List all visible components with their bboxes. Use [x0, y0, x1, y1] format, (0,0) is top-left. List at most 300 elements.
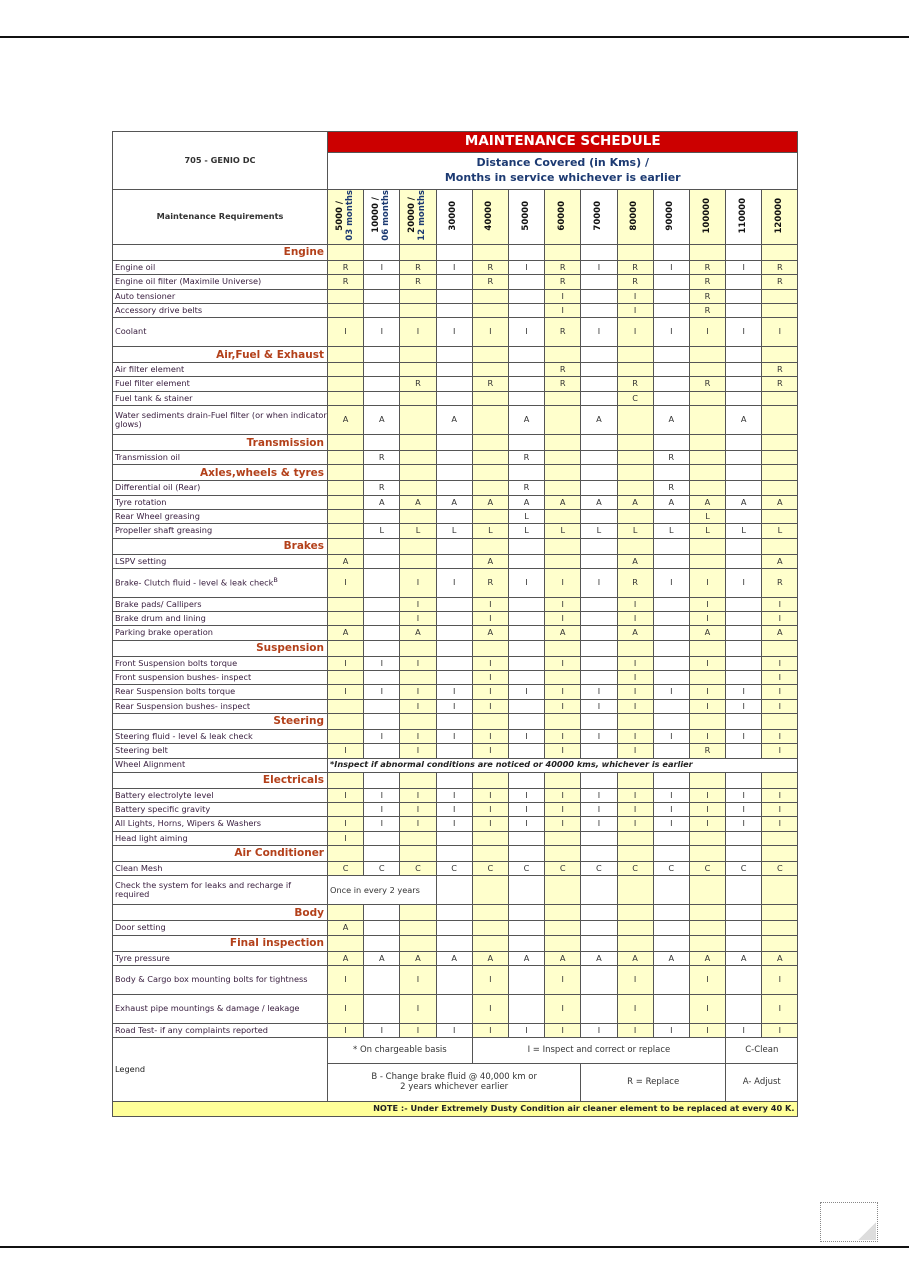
row-label: [113, 994, 328, 1023]
interval-km: 60000: [556, 201, 567, 231]
schedule-cell: [436, 481, 472, 495]
schedule-cell: [508, 935, 544, 951]
schedule-cell: [726, 465, 762, 481]
schedule-cell: [726, 509, 762, 523]
schedule-cell: R: [689, 289, 725, 303]
schedule-cell: A: [617, 626, 653, 640]
row-label-text: Tyre pressure: [115, 952, 170, 963]
table-row: [113, 744, 798, 758]
schedule-cell: I: [545, 803, 581, 817]
schedule-cell: I: [508, 729, 544, 743]
schedule-cell: [581, 275, 617, 289]
schedule-cell: I: [726, 729, 762, 743]
schedule-cell: A: [328, 406, 364, 435]
schedule-cell: I: [400, 1023, 436, 1037]
schedule-cell: [581, 391, 617, 405]
schedule-cell: [400, 554, 436, 568]
schedule-cell: [545, 921, 581, 935]
schedule-cell: [581, 671, 617, 685]
schedule-cell: R: [545, 261, 581, 275]
schedule-cell: [436, 451, 472, 465]
schedule-cell: [328, 377, 364, 391]
table-row: [113, 788, 798, 802]
schedule-cell: [581, 921, 617, 935]
schedule-cell: I: [689, 656, 725, 670]
schedule-cell: [472, 935, 508, 951]
schedule-cell: I: [653, 568, 689, 597]
row-label: [113, 391, 328, 405]
schedule-cell: I: [328, 965, 364, 994]
schedule-cell: I: [400, 965, 436, 994]
schedule-cell: C: [653, 862, 689, 876]
schedule-cell: [617, 363, 653, 377]
schedule-cell: [472, 465, 508, 481]
schedule-cell: [400, 289, 436, 303]
schedule-cell: [364, 699, 400, 713]
schedule-cell: [508, 994, 544, 1023]
row-label: [113, 612, 328, 626]
schedule-cell: [581, 481, 617, 495]
row-label-text: Brake- Clutch fluid - level & leak check: [115, 578, 274, 589]
row-label: [113, 524, 328, 538]
schedule-cell: [364, 275, 400, 289]
schedule-cell: I: [364, 817, 400, 831]
table-row: [113, 406, 798, 435]
schedule-cell: [581, 465, 617, 481]
schedule-cell: [726, 612, 762, 626]
schedule-cell: C: [762, 862, 798, 876]
schedule-cell: R: [762, 363, 798, 377]
section-heading: Electricals: [113, 772, 328, 788]
schedule-cell: [508, 965, 544, 994]
schedule-cell: [762, 640, 798, 656]
schedule-cell: [436, 935, 472, 951]
schedule-cell: [762, 481, 798, 495]
schedule-cell: [472, 509, 508, 523]
schedule-cell: I: [617, 685, 653, 699]
schedule-cell: I: [689, 1023, 725, 1037]
schedule-cell: A: [726, 951, 762, 965]
schedule-cell: [508, 289, 544, 303]
wheel-alignment-note: *Inspect if abnormal conditions are noticed or 40000 kms, whichever is earlier: [328, 758, 798, 772]
row-label-text: Brake drum and lining: [115, 613, 206, 624]
schedule-cell: [364, 568, 400, 597]
schedule-cell: I: [689, 817, 725, 831]
schedule-cell: [726, 831, 762, 845]
schedule-cell: [581, 656, 617, 670]
schedule-cell: [653, 347, 689, 363]
schedule-cell: [689, 713, 725, 729]
schedule-cell: L: [689, 524, 725, 538]
schedule-cell: [653, 554, 689, 568]
schedule-cell: I: [364, 656, 400, 670]
table-row: [113, 261, 798, 275]
schedule-cell: [581, 538, 617, 554]
section-heading: Body: [113, 905, 328, 921]
schedule-cell: I: [617, 699, 653, 713]
schedule-cell: A: [400, 951, 436, 965]
schedule-cell: [472, 831, 508, 845]
schedule-cell: R: [653, 451, 689, 465]
schedule-cell: [545, 509, 581, 523]
schedule-cell: R: [545, 318, 581, 347]
schedule-cell: I: [400, 685, 436, 699]
schedule-cell: [508, 772, 544, 788]
top-rule: [0, 36, 909, 38]
schedule-cell: A: [400, 495, 436, 509]
schedule-cell: [364, 846, 400, 862]
schedule-cell: R: [689, 303, 725, 317]
row-label-text: Differential oil (Rear): [115, 482, 201, 493]
schedule-cell: I: [364, 729, 400, 743]
schedule-cell: [653, 363, 689, 377]
schedule-cell: [364, 465, 400, 481]
schedule-cell: [689, 905, 725, 921]
schedule-cell: I: [762, 994, 798, 1023]
schedule-cell: I: [545, 744, 581, 758]
schedule-cell: [436, 538, 472, 554]
schedule-cell: [364, 994, 400, 1023]
schedule-cell: [508, 554, 544, 568]
schedule-cell: I: [328, 817, 364, 831]
schedule-cell: I: [472, 803, 508, 817]
schedule-cell: [726, 671, 762, 685]
schedule-cell: [689, 391, 725, 405]
table-row: [113, 612, 798, 626]
schedule-cell: I: [508, 568, 544, 597]
row-label: [113, 656, 328, 670]
schedule-cell: [762, 245, 798, 261]
schedule-cell: I: [545, 568, 581, 597]
schedule-cell: [400, 935, 436, 951]
schedule-cell: I: [762, 612, 798, 626]
schedule-cell: [364, 538, 400, 554]
schedule-cell: I: [762, 318, 798, 347]
schedule-cell: [545, 406, 581, 435]
schedule-cell: [762, 289, 798, 303]
schedule-cell: A: [472, 951, 508, 965]
interval-header: [762, 190, 798, 245]
schedule-cell: [472, 363, 508, 377]
schedule-cell: [581, 245, 617, 261]
schedule-cell: [436, 275, 472, 289]
schedule-cell: L: [617, 524, 653, 538]
row-label: [113, 495, 328, 509]
schedule-cell: I: [400, 803, 436, 817]
schedule-cell: A: [617, 951, 653, 965]
schedule-cell: [545, 538, 581, 554]
table-row: [113, 495, 798, 509]
schedule-cell: I: [545, 788, 581, 802]
schedule-cell: [581, 994, 617, 1023]
row-label-text: Air filter element: [115, 364, 185, 375]
schedule-cell: [364, 391, 400, 405]
schedule-cell: I: [762, 803, 798, 817]
schedule-cell: [364, 772, 400, 788]
schedule-cell: I: [400, 568, 436, 597]
schedule-cell: [617, 465, 653, 481]
schedule-cell: [436, 391, 472, 405]
schedule-cell: [653, 391, 689, 405]
schedule-cell: A: [364, 951, 400, 965]
schedule-cell: [581, 377, 617, 391]
schedule-cell: [689, 935, 725, 951]
schedule-cell: [653, 744, 689, 758]
schedule-cell: A: [400, 626, 436, 640]
schedule-cell: [581, 363, 617, 377]
schedule-cell: R: [545, 377, 581, 391]
footnote-marker: B: [273, 576, 278, 585]
schedule-cell: [689, 245, 725, 261]
schedule-cell: [545, 640, 581, 656]
schedule-cell: [328, 465, 364, 481]
table-row: [113, 699, 798, 713]
schedule-cell: L: [762, 524, 798, 538]
schedule-cell: [472, 905, 508, 921]
interval-label: [558, 201, 568, 231]
schedule-cell: [436, 377, 472, 391]
schedule-cell: [364, 245, 400, 261]
schedule-cell: I: [508, 1023, 544, 1037]
schedule-cell: [726, 289, 762, 303]
schedule-cell: A: [328, 921, 364, 935]
schedule-cell: [328, 612, 364, 626]
schedule-cell: L: [726, 524, 762, 538]
row-label-text: Engine oil filter (Maximile Universe): [115, 276, 262, 287]
schedule-cell: [581, 846, 617, 862]
schedule-cell: I: [726, 685, 762, 699]
schedule-cell: [508, 671, 544, 685]
schedule-cell: [364, 509, 400, 523]
schedule-cell: [726, 772, 762, 788]
schedule-cell: I: [689, 729, 725, 743]
schedule-cell: I: [472, 788, 508, 802]
schedule-cell: [617, 347, 653, 363]
table-row: [113, 391, 798, 405]
table-row: [113, 554, 798, 568]
table-row: [113, 318, 798, 347]
row-label: [113, 289, 328, 303]
schedule-cell: I: [400, 699, 436, 713]
schedule-cell: [508, 538, 544, 554]
table-row: [113, 363, 798, 377]
schedule-cell: [726, 921, 762, 935]
legend-clean: C-Clean: [726, 1038, 798, 1064]
interval-km: 20000 /: [407, 197, 418, 234]
schedule-cell: I: [726, 788, 762, 802]
schedule-cell: I: [328, 788, 364, 802]
schedule-cell: [689, 481, 725, 495]
schedule-cell: I: [617, 656, 653, 670]
table-row: [113, 831, 798, 845]
schedule-cell: [653, 699, 689, 713]
schedule-cell: [762, 406, 798, 435]
maintenance-schedule-heading: MAINTENANCE SCHEDULE: [328, 132, 798, 153]
schedule-cell: [689, 435, 725, 451]
schedule-cell: [581, 597, 617, 611]
schedule-cell: [472, 846, 508, 862]
schedule-cell: [653, 509, 689, 523]
schedule-cell: [689, 347, 725, 363]
table-row: [113, 729, 798, 743]
schedule-cell: [508, 597, 544, 611]
schedule-cell: I: [762, 788, 798, 802]
schedule-cell: [689, 876, 725, 905]
schedule-cell: R: [762, 377, 798, 391]
schedule-cell: [581, 744, 617, 758]
schedule-cell: [617, 509, 653, 523]
schedule-cell: I: [617, 612, 653, 626]
schedule-cell: [400, 846, 436, 862]
schedule-cell: [762, 538, 798, 554]
schedule-cell: [617, 435, 653, 451]
schedule-cell: [508, 846, 544, 862]
schedule-cell: I: [617, 303, 653, 317]
row-label: [113, 261, 328, 275]
schedule-cell: I: [689, 318, 725, 347]
schedule-cell: C: [328, 862, 364, 876]
schedule-cell: [762, 303, 798, 317]
schedule-cell: [508, 465, 544, 481]
table-row: [113, 994, 798, 1023]
schedule-cell: [400, 772, 436, 788]
row-label: [113, 406, 328, 435]
schedule-cell: [472, 245, 508, 261]
interval-km: 90000: [665, 201, 676, 231]
schedule-cell: [472, 347, 508, 363]
schedule-cell: [328, 713, 364, 729]
schedule-cell: C: [617, 391, 653, 405]
interval-km: 70000: [593, 201, 604, 231]
schedule-cell: [762, 921, 798, 935]
schedule-cell: [653, 275, 689, 289]
schedule-cell: [436, 509, 472, 523]
schedule-cell: [653, 597, 689, 611]
schedule-cell: I: [617, 965, 653, 994]
schedule-cell: [436, 965, 472, 994]
schedule-cell: I: [581, 1023, 617, 1037]
schedule-cell: C: [689, 862, 725, 876]
schedule-cell: [617, 831, 653, 845]
schedule-cell: [689, 465, 725, 481]
schedule-cell: [328, 803, 364, 817]
schedule-cell: I: [436, 699, 472, 713]
distance-line-1: Distance Covered (in Kms) /: [476, 156, 649, 170]
schedule-cell: A: [508, 495, 544, 509]
schedule-cell: I: [581, 788, 617, 802]
schedule-cell: A: [436, 951, 472, 965]
section-heading: Suspension: [113, 640, 328, 656]
schedule-cell: [617, 481, 653, 495]
schedule-cell: I: [328, 994, 364, 1023]
schedule-cell: [364, 597, 400, 611]
schedule-cell: I: [762, 597, 798, 611]
row-label: [113, 921, 328, 935]
schedule-cell: [762, 846, 798, 862]
table-row: [113, 656, 798, 670]
schedule-cell: [328, 363, 364, 377]
schedule-cell: I: [436, 261, 472, 275]
interval-months: 03 months: [344, 190, 355, 242]
schedule-cell: [653, 965, 689, 994]
schedule-cell: R: [617, 261, 653, 275]
schedule-cell: [545, 481, 581, 495]
schedule-cell: [726, 935, 762, 951]
schedule-cell: [364, 713, 400, 729]
schedule-cell: I: [689, 699, 725, 713]
schedule-cell: I: [545, 685, 581, 699]
schedule-cell: [617, 245, 653, 261]
schedule-cell: [726, 538, 762, 554]
schedule-cell: [762, 391, 798, 405]
schedule-cell: [436, 347, 472, 363]
row-label: [113, 377, 328, 391]
schedule-cell: C: [617, 862, 653, 876]
schedule-cell: I: [436, 817, 472, 831]
legend-brake-fluid: [328, 1064, 581, 1102]
schedule-cell: I: [328, 568, 364, 597]
schedule-cell: [328, 846, 364, 862]
schedule-cell: [762, 772, 798, 788]
schedule-cell: C: [726, 862, 762, 876]
schedule-cell: [436, 846, 472, 862]
schedule-cell: [364, 905, 400, 921]
schedule-cell: [581, 713, 617, 729]
row-label-text: Road Test- if any complaints reported: [115, 1024, 268, 1035]
row-label: [113, 481, 328, 495]
schedule-cell: [617, 876, 653, 905]
schedule-cell: L: [364, 524, 400, 538]
schedule-cell: [581, 509, 617, 523]
row-label: [113, 303, 328, 317]
schedule-cell: I: [617, 729, 653, 743]
schedule-cell: [545, 905, 581, 921]
schedule-cell: R: [617, 275, 653, 289]
section-row: [113, 435, 798, 451]
schedule-cell: [436, 554, 472, 568]
schedule-cell: [653, 935, 689, 951]
schedule-cell: R: [762, 261, 798, 275]
schedule-cell: I: [689, 597, 725, 611]
interval-header: [472, 190, 508, 245]
schedule-cell: [400, 509, 436, 523]
schedule-cell: I: [581, 568, 617, 597]
schedule-cell: [653, 640, 689, 656]
schedule-cell: [400, 921, 436, 935]
schedule-cell: [364, 554, 400, 568]
schedule-cell: [508, 363, 544, 377]
schedule-cell: I: [726, 817, 762, 831]
schedule-cell: L: [400, 524, 436, 538]
interval-label: [485, 201, 495, 231]
section-row: [113, 935, 798, 951]
schedule-cell: I: [328, 1023, 364, 1037]
row-label-text: Rear Suspension bolts torque: [115, 686, 236, 697]
row-label-text: All Lights, Horns, Wipers & Washers: [115, 818, 262, 829]
legend-adjust: A- Adjust: [726, 1064, 798, 1102]
schedule-cell: A: [689, 951, 725, 965]
schedule-cell: [653, 656, 689, 670]
schedule-cell: [726, 347, 762, 363]
schedule-cell: I: [400, 788, 436, 802]
section-heading: Steering: [113, 713, 328, 729]
schedule-cell: [617, 921, 653, 935]
interval-label: [336, 190, 356, 241]
schedule-cell: I: [436, 685, 472, 699]
row-label-text: Parking brake operation: [115, 627, 213, 638]
schedule-cell: I: [364, 318, 400, 347]
schedule-cell: [726, 965, 762, 994]
